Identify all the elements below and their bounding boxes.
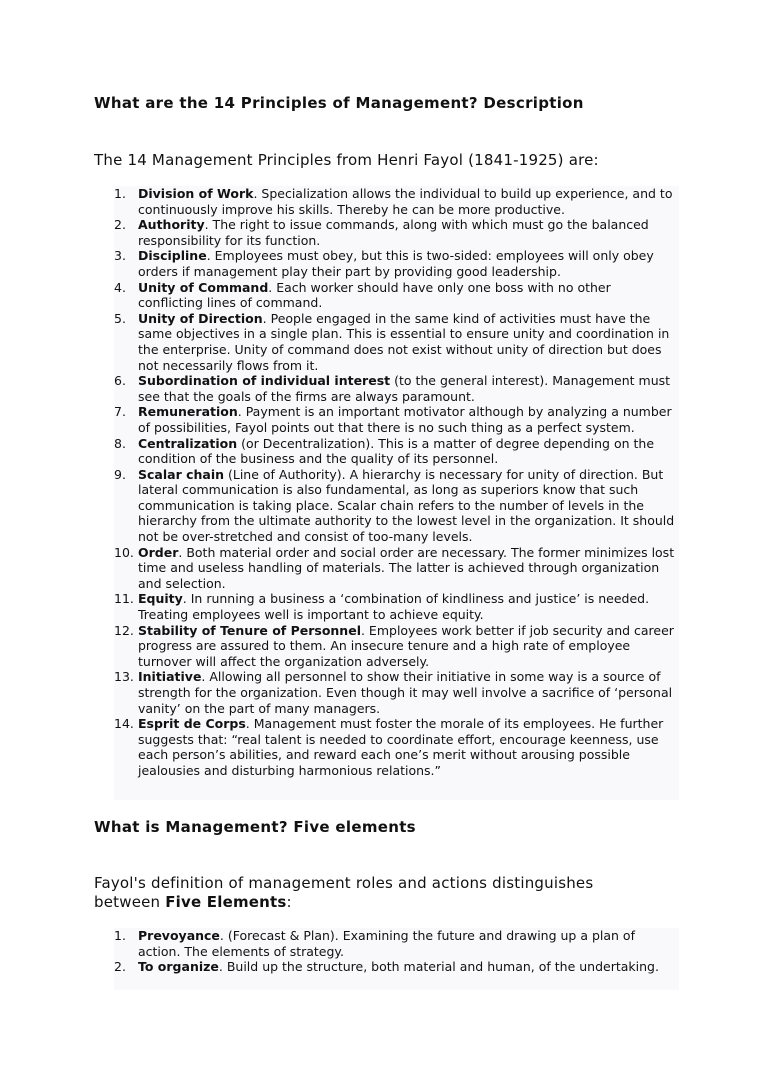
element-item xyxy=(114,928,679,959)
element-item xyxy=(114,959,679,975)
list-item-term: To organize xyxy=(138,959,219,975)
five-elements-intro xyxy=(94,874,614,912)
list-item-number: 1. xyxy=(114,928,126,943)
list-item-term: Initiative xyxy=(138,669,202,685)
principle-item xyxy=(114,311,679,373)
principle-item xyxy=(114,248,679,279)
principle-item xyxy=(114,623,679,670)
list-item-text: . Build up the structure, both material and human, of the undertaking. xyxy=(218,959,659,975)
list-item-number: 7. xyxy=(114,404,126,420)
principles-list xyxy=(114,186,679,779)
list-item-text: . Specialization allows the individual to build up experience, and to continuously improve his skills. Thereby he can be more productive. xyxy=(138,186,673,217)
principle-item xyxy=(114,716,679,778)
principle-item xyxy=(114,467,679,545)
list-item-number: 4. xyxy=(114,279,126,295)
section-heading-five-elements: What is Management? Five elements xyxy=(94,818,416,836)
list-item-number: 9. xyxy=(114,466,126,482)
principle-item xyxy=(114,280,679,311)
principle-item xyxy=(114,217,679,248)
list-item-text: (to the general interest). Management must see that the goals of the firms are always paramount. xyxy=(138,373,671,404)
list-item-term: Stability of Tenure of Personnel xyxy=(138,622,361,638)
list-item-term: Authority xyxy=(138,217,205,233)
list-item-text: . Management must foster the morale of its employees. He further suggests that: “real talent is needed to coordinate effort, encourage keenness, use each person’s abilities, and reward each one’s merit without arousing possible jealousies and disturbing harmonious relations.” xyxy=(138,716,664,778)
list-item-number: 3. xyxy=(114,248,126,264)
list-item-text: . The right to issue commands, along with which must go the balanced responsibility for its function. xyxy=(138,217,649,248)
list-item-text: . In running a business a ‘combination of kindliness and justice’ is needed. Treating employees well is important to achieve equity. xyxy=(138,591,650,623)
list-item-number: 2. xyxy=(114,959,126,975)
list-item-term: Order xyxy=(138,544,179,560)
five-elements-intro-bold: Five Elements xyxy=(165,893,287,911)
list-item-term: Unity of Command xyxy=(138,279,269,295)
list-item-term: Equity xyxy=(138,591,183,607)
list-item-number: 14. xyxy=(114,716,134,732)
five-elements-list-box xyxy=(114,928,679,990)
list-item-number: 10. xyxy=(114,544,134,560)
list-item-term: Subordination of individual interest xyxy=(138,373,391,389)
list-item-text: . Employees work better if job security and career progress are assured to them. An insecure tenure and a high rate of employee turnover will affect the organization adversely. xyxy=(138,622,674,669)
list-item-term: Esprit de Corps xyxy=(138,716,246,732)
list-item-number: 11. xyxy=(114,591,134,607)
list-item-term: Unity of Direction xyxy=(138,310,263,326)
five-elements-list xyxy=(114,928,679,975)
five-elements-intro-colon: : xyxy=(286,893,292,911)
list-item-term: Centralization xyxy=(138,435,238,451)
list-item-number: 8. xyxy=(114,435,126,451)
principle-item xyxy=(114,591,679,622)
list-item-term: Discipline xyxy=(138,248,207,264)
principle-item xyxy=(114,545,679,592)
list-item-text: . Allowing all personnel to show their initiative in some way is a source of strength for the organization. Even though it may well involve a sacrifice of ‘personal vanity’ on the part of many managers. xyxy=(138,669,673,716)
list-item-text: . People engaged in the same kind of activities must have the same objectives in a single plan. This is essential to ensure unity and coordination in the enterprise. Unity of command does not exist without unity of direction but does not necessarily flows from it. xyxy=(138,310,670,373)
principles-list-box xyxy=(114,186,679,800)
list-item-number: 13. xyxy=(114,669,134,685)
principle-item xyxy=(114,404,679,435)
five-elements-intro-text: Fayol's definition of management roles and actions distinguishes between xyxy=(94,874,594,911)
principle-item xyxy=(114,186,679,217)
list-item-text: . Both material order and social order are necessary. The former minimizes lost time and useless handling of materials. The latter is achieved through organization and selection. xyxy=(138,544,675,591)
section-heading-principles: What are the 14 Principles of Management? Description xyxy=(94,94,584,112)
list-item-number: 12. xyxy=(114,622,134,638)
list-item-term: Scalar chain xyxy=(138,466,225,482)
list-item-text: (or Decentralization). This is a matter of degree depending on the condition of the business and the quality of its personnel. xyxy=(138,435,655,467)
list-item-number: 1. xyxy=(114,186,126,201)
list-item-text: . Payment is an important motivator although by analyzing a number of possibilities, Fayol points out that there is no such thing as a perfect system. xyxy=(138,404,672,435)
list-item-term: Remuneration xyxy=(138,404,238,420)
list-item-number: 2. xyxy=(114,217,126,233)
list-item-term: Division of Work xyxy=(138,186,254,201)
list-item-number: 6. xyxy=(114,373,126,389)
list-item-text: . (Forecast & Plan). Examining the future and drawing up a plan of action. The elements of strategy. xyxy=(138,928,635,959)
principle-item xyxy=(114,669,679,716)
principle-item xyxy=(114,373,679,404)
principles-intro: The 14 Management Principles from Henri Fayol (1841-1925) are: xyxy=(94,151,599,169)
list-item-text: . Employees must obey, but this is two-sided: employees will only obey orders if management play their part by providing good leadership. xyxy=(138,248,654,279)
principle-item xyxy=(114,436,679,467)
list-item-text: (Line of Authority). A hierarchy is necessary for unity of direction. But lateral communication is also fundamental, as long as superiors know that such communication is taking place. Scalar chain refers to the number of levels in the hierarchy from the ultimate authority to the lowest level in the organization. It should not be over-stretched and consist of too-many levels. xyxy=(138,466,675,545)
list-item-number: 5. xyxy=(114,310,126,326)
list-item-text: . Each worker should have only one boss with no other conflicting lines of command. xyxy=(138,279,611,311)
list-item-term: Prevoyance xyxy=(138,928,220,943)
